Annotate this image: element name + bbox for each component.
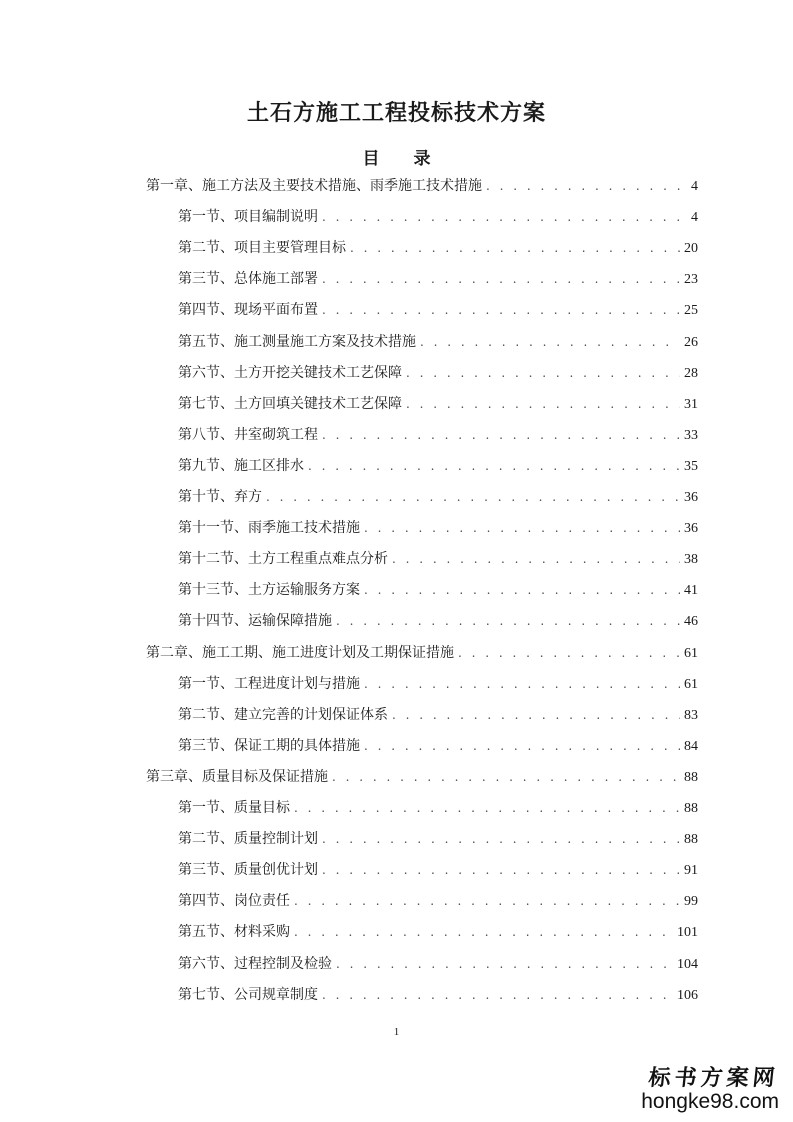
toc-section-entry[interactable] <box>178 205 698 229</box>
toc-entry-page: 88 <box>684 769 698 785</box>
toc-entry-page: 106 <box>677 987 698 1003</box>
toc-dot-leader <box>364 734 680 758</box>
toc-entry-page: 35 <box>684 458 698 474</box>
toc-dot-leader <box>266 485 680 509</box>
toc-dot-leader <box>392 547 680 571</box>
toc-dot-leader <box>336 609 680 633</box>
toc-dot-leader <box>294 889 680 913</box>
toc-entry-page: 61 <box>684 645 698 661</box>
toc-section-entry[interactable] <box>178 423 698 447</box>
toc-section-entry[interactable] <box>178 827 698 851</box>
toc-entry-label: 第一节、质量目标 <box>178 800 290 816</box>
watermark-logo <box>641 1061 779 1114</box>
toc-entry-label: 第一节、工程进度计划与措施 <box>178 675 360 692</box>
toc-dot-leader <box>332 765 680 789</box>
toc-entry-label: 第二节、建立完善的计划保证体系 <box>178 706 388 723</box>
toc-dot-leader <box>294 796 680 820</box>
toc-entry-page: 25 <box>684 303 698 319</box>
toc-entry-label: 第六节、过程控制及检验 <box>178 955 332 972</box>
toc-section-entry[interactable] <box>178 796 698 820</box>
toc-section-entry[interactable] <box>178 734 698 758</box>
toc-entry-page: 20 <box>684 241 698 257</box>
toc-entry-label: 第八节、井室砌筑工程 <box>178 426 318 443</box>
toc-chapter-entry[interactable] <box>146 641 698 665</box>
toc-section-entry[interactable] <box>178 454 698 478</box>
toc-section-entry[interactable] <box>178 920 698 944</box>
toc-section-entry[interactable] <box>178 267 698 291</box>
watermark-url: hongke98.com <box>641 1090 779 1113</box>
toc-entry-page: 46 <box>684 614 698 630</box>
toc-entry-label: 第四节、岗位责任 <box>178 893 290 910</box>
toc-dot-leader <box>458 641 680 665</box>
toc-dot-leader <box>420 330 680 354</box>
toc-dot-leader <box>406 392 680 416</box>
toc-entry-page: 31 <box>684 396 698 412</box>
toc-entry-label: 第一章、施工方法及主要技术措施、雨季施工技术措施 <box>146 178 482 194</box>
toc-chapter-entry[interactable] <box>146 765 698 789</box>
toc-entry-label: 第十节、弃方 <box>178 489 262 505</box>
toc-entry-page: 28 <box>684 365 698 381</box>
toc-chapter-entry[interactable] <box>146 174 698 198</box>
toc-entry-page: 84 <box>684 738 698 754</box>
toc-section-entry[interactable] <box>178 703 698 727</box>
toc-section-entry[interactable] <box>178 485 698 509</box>
toc-entry-page: 61 <box>684 676 698 692</box>
toc-section-entry[interactable] <box>178 392 698 416</box>
toc-section-entry[interactable] <box>178 983 698 1007</box>
toc-heading: 目 录 <box>362 149 445 169</box>
toc-entry-label: 第十三节、土方运输服务方案 <box>178 582 360 599</box>
toc-entry-label: 第二节、质量控制计划 <box>178 831 318 848</box>
toc-entry-page: 91 <box>684 863 698 879</box>
toc-dot-leader <box>322 423 680 447</box>
toc-dot-leader <box>364 672 680 696</box>
toc-entry-label: 第六节、土方开挖关键技术工艺保障 <box>178 364 402 381</box>
toc-entry-page: 104 <box>677 956 698 972</box>
toc-entry-label: 第二节、项目主要管理目标 <box>178 240 346 257</box>
toc-dot-leader <box>322 267 680 291</box>
toc-entry-page: 4 <box>691 179 698 194</box>
toc-dot-leader <box>364 578 680 602</box>
toc-entry-label: 第五节、材料采购 <box>178 924 290 941</box>
toc-entry-label: 第一节、项目编制说明 <box>178 209 318 226</box>
toc-entry-page: 38 <box>684 552 698 568</box>
toc-dot-leader <box>392 703 680 727</box>
toc-dot-leader <box>322 827 680 851</box>
toc-entry-page: 36 <box>684 490 698 505</box>
toc-entry-page: 23 <box>684 272 698 288</box>
toc-dot-leader <box>322 858 680 882</box>
document-title: 土石方施工工程投标技术方案 <box>246 100 546 126</box>
toc-section-entry[interactable] <box>178 858 698 882</box>
toc-entry-page: 88 <box>684 801 698 816</box>
toc-section-entry[interactable] <box>178 298 698 322</box>
toc-entry-label: 第三节、保证工期的具体措施 <box>178 737 360 754</box>
toc-section-entry[interactable] <box>178 889 698 913</box>
toc-dot-leader <box>308 454 680 478</box>
toc-entry-label: 第十一节、雨季施工技术措施 <box>178 520 360 537</box>
toc-entry-page: 4 <box>691 210 698 226</box>
toc-entry-label: 第四节、现场平面布置 <box>178 302 318 319</box>
toc-dot-leader <box>486 174 680 198</box>
toc-section-entry[interactable] <box>178 578 698 602</box>
toc-entry-label: 第十四节、运输保障措施 <box>178 613 332 630</box>
toc-entry-label: 第十二节、土方工程重点难点分析 <box>178 551 388 568</box>
page-number: 1 <box>393 1026 400 1038</box>
toc-dot-leader <box>322 298 680 322</box>
toc-dot-leader <box>406 361 680 385</box>
toc-entry-page: 88 <box>684 832 698 848</box>
toc-dot-leader <box>336 952 673 976</box>
toc-section-entry[interactable] <box>178 330 698 354</box>
toc-dot-leader <box>350 236 680 260</box>
toc-section-entry[interactable] <box>178 609 698 633</box>
toc-entry-label: 第二章、施工工期、施工进度计划及工期保证措施 <box>146 644 454 661</box>
toc-entry-page: 99 <box>684 894 698 910</box>
toc-dot-leader <box>322 983 673 1007</box>
toc-entry-label: 第五节、施工测量施工方案及技术措施 <box>178 333 416 350</box>
toc-entry-label: 第九节、施工区排水 <box>178 457 304 474</box>
toc-entry-label: 第七节、公司规章制度 <box>178 986 318 1003</box>
toc-entry-label: 第三章、质量目标及保证措施 <box>146 768 328 785</box>
toc-section-entry[interactable] <box>178 547 698 571</box>
toc-dot-leader <box>364 516 680 540</box>
toc-section-entry[interactable] <box>178 236 698 260</box>
toc-entry-page: 36 <box>684 521 698 537</box>
toc-entry-page: 26 <box>684 334 698 350</box>
toc-dot-leader <box>294 920 673 944</box>
watermark-brand: 标书方案网 <box>647 1065 781 1091</box>
toc-entry-page: 33 <box>684 427 698 443</box>
toc-entry-page: 83 <box>684 707 698 723</box>
toc-section-entry[interactable] <box>178 516 698 540</box>
toc-entry-label: 第三节、总体施工部署 <box>178 271 318 288</box>
toc-entry-page: 101 <box>677 925 698 941</box>
toc-section-entry[interactable] <box>178 672 698 696</box>
toc-entry-page: 41 <box>684 583 698 599</box>
toc-entry-label: 第三节、质量创优计划 <box>178 862 318 879</box>
toc-entry-label: 第七节、土方回填关键技术工艺保障 <box>178 395 402 412</box>
toc-section-entry[interactable] <box>178 952 698 976</box>
toc-section-entry[interactable] <box>178 361 698 385</box>
toc-dot-leader <box>322 205 680 229</box>
